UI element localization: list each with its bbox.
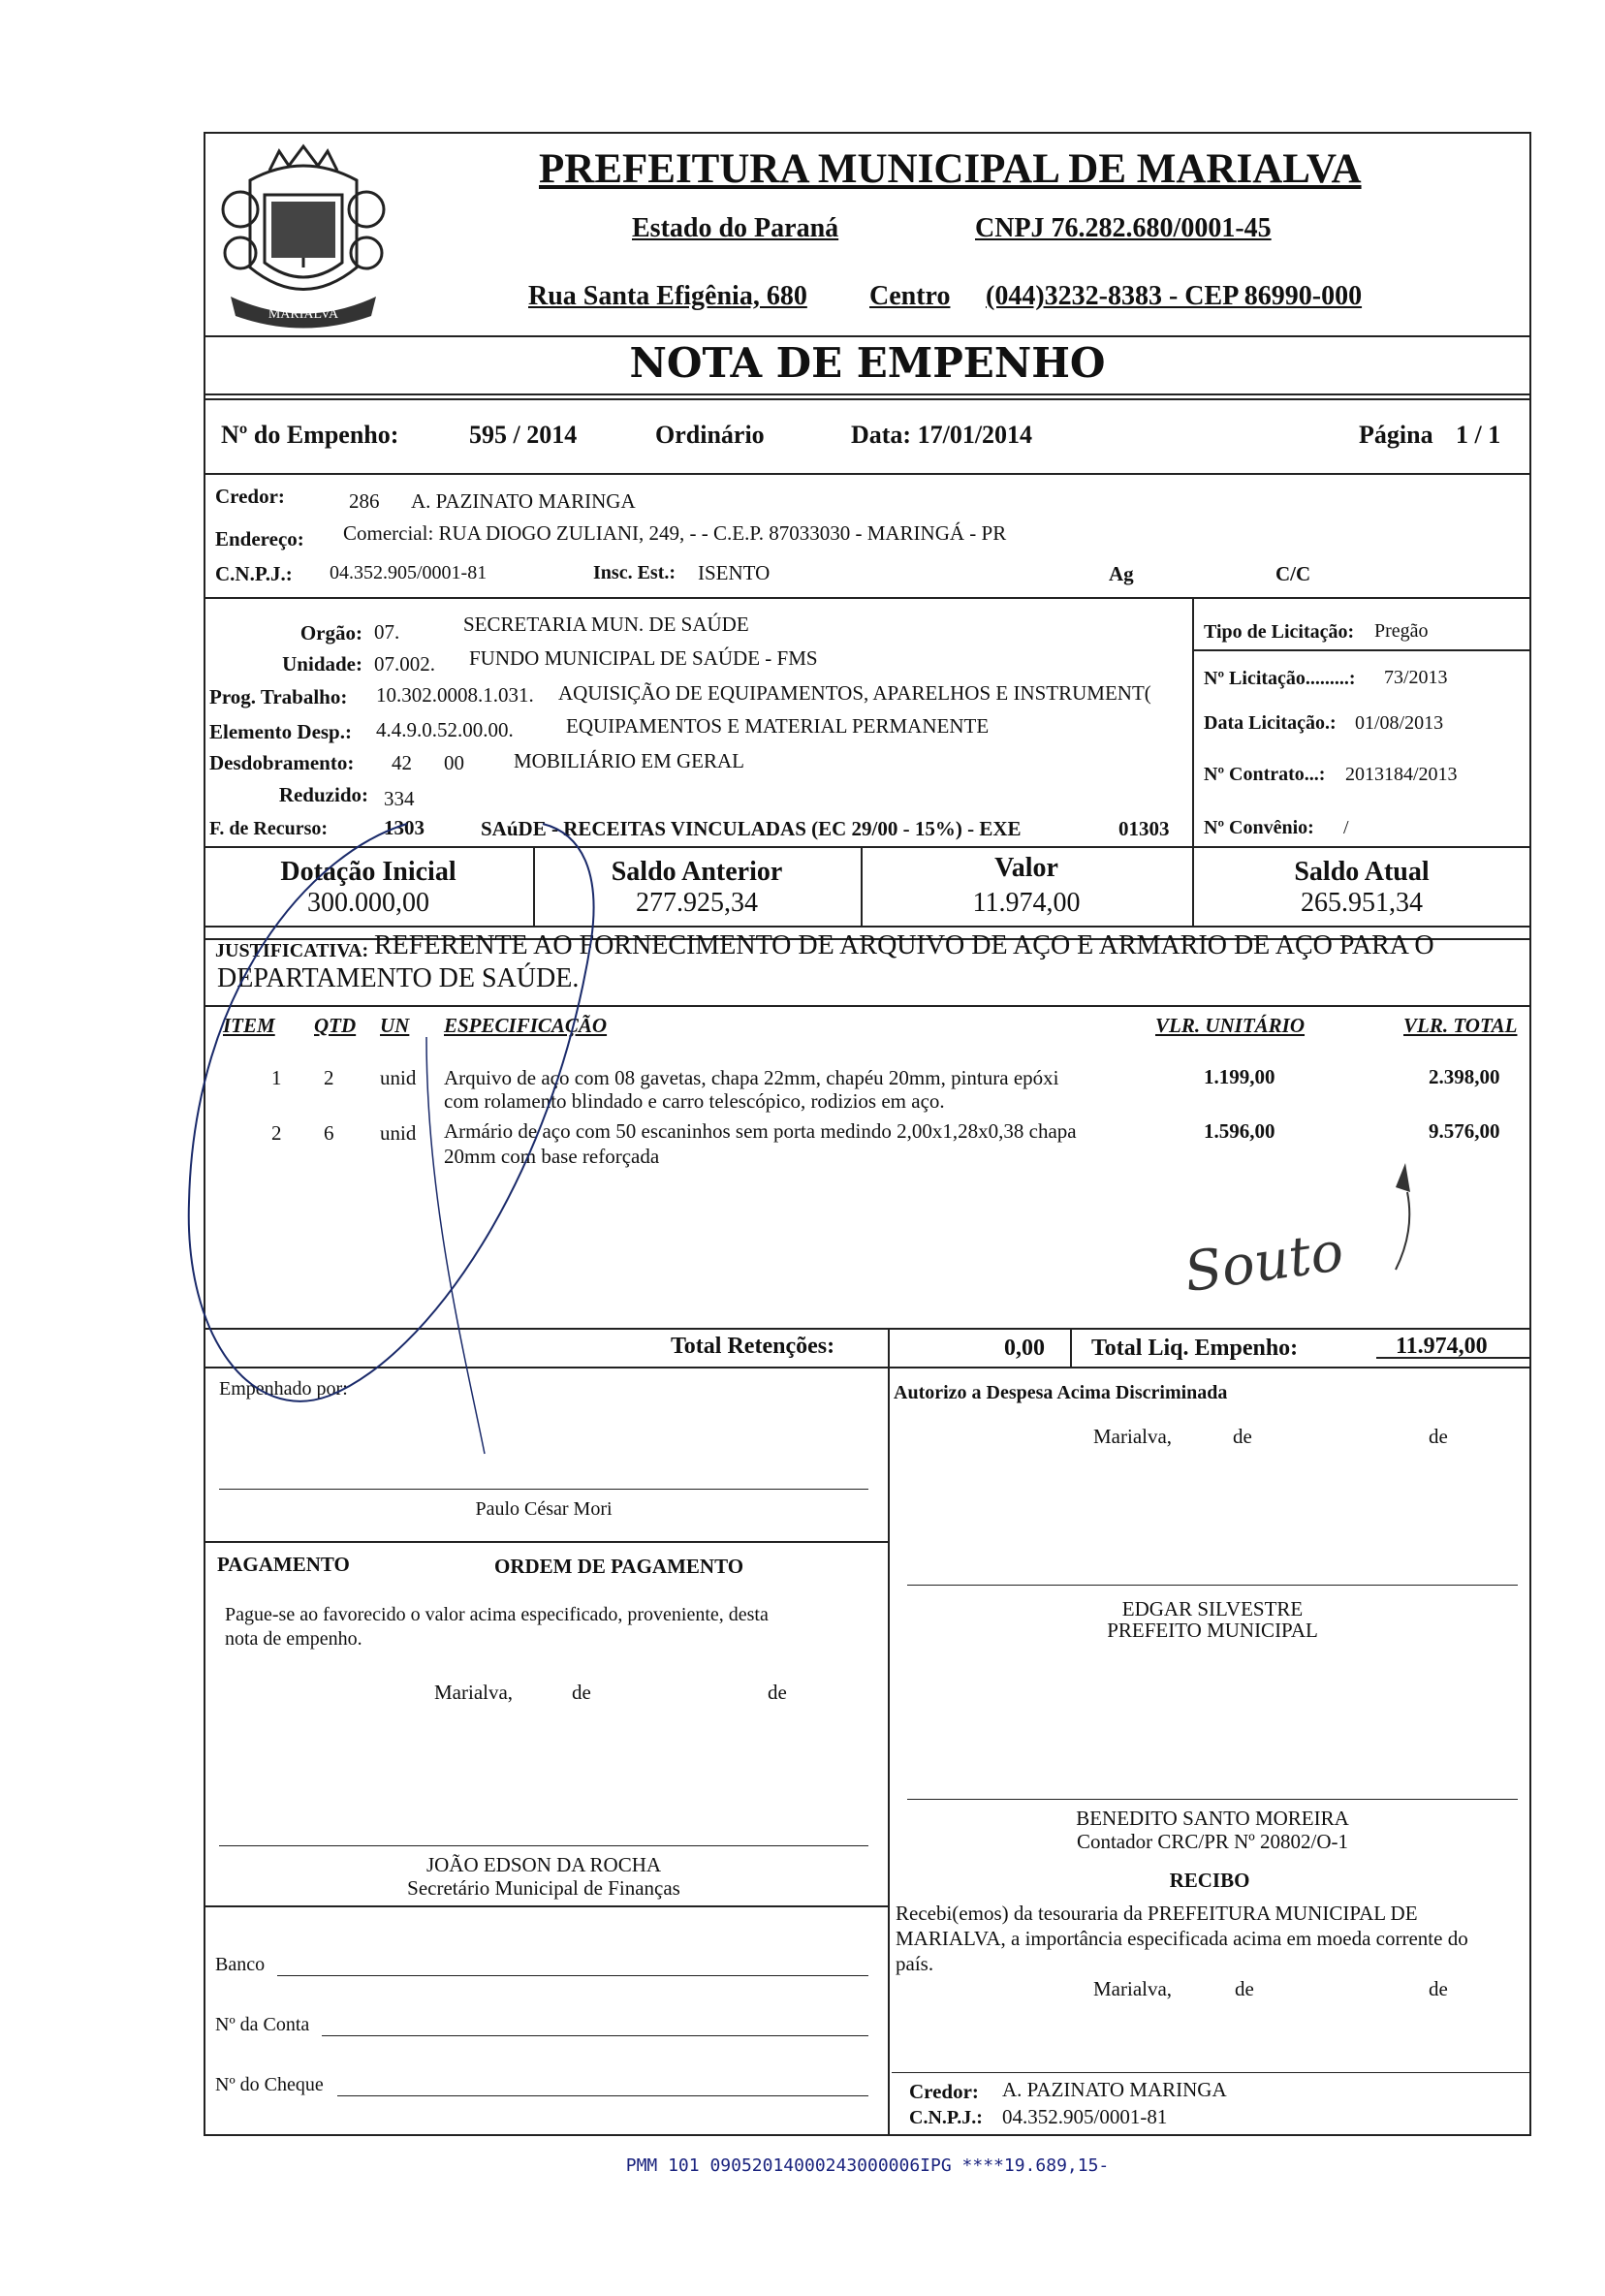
saldo-atual-value: 265.951,34	[1301, 888, 1423, 918]
ag-label: Ag	[1109, 562, 1134, 585]
orgao-name: SECRETARIA MUN. DE SAÚDE	[463, 613, 749, 636]
elemento-label: Elemento Desp.:	[209, 720, 352, 743]
page-number: 1 / 1	[1456, 421, 1501, 449]
item-number: 2	[271, 1121, 282, 1145]
recibo-cnpj: 04.352.905/0001-81	[1002, 2105, 1168, 2128]
orgao-label: Orgão:	[299, 621, 362, 645]
reduzido-label: Reduzido:	[278, 783, 368, 806]
prog-name: AQUISIÇÃO DE EQUIPAMENTOS, APARELHOS E INSTRUMENT(	[558, 681, 1151, 705]
svg-text:MARIALVA: MARIALVA	[268, 307, 339, 322]
conta-label: Nº da Conta	[215, 2014, 310, 2035]
unidade-label: Unidade:	[282, 652, 362, 676]
item-un: unid	[380, 1066, 417, 1089]
item-total-value: 2.398,00	[1429, 1065, 1500, 1088]
reduzido-value: 334	[384, 787, 415, 810]
dotacao-label: Dotação Inicial	[280, 857, 456, 887]
item-unit-value: 1.199,00	[1204, 1065, 1275, 1088]
page-label: Página	[1359, 421, 1433, 449]
recibo-de-1: de	[1235, 1977, 1254, 2000]
credor-code: 286	[349, 489, 380, 513]
col-especificacao: ESPECIFICAÇÃO	[444, 1014, 608, 1037]
autorizo-de-1: de	[1233, 1425, 1252, 1448]
dotacao-value: 300.000,00	[307, 888, 429, 918]
data-licitacao: 01/08/2013	[1355, 712, 1444, 734]
saldo-anterior-value: 277.925,34	[636, 888, 758, 918]
empenho-date: Data: 17/01/2014	[851, 421, 1033, 449]
cnpj-label: C.N.P.J.:	[215, 562, 293, 585]
recibo-text-2: MARIALVA, a importância especificada acima em moeda corrente do	[896, 1927, 1468, 1950]
municipality-title: PREFEITURA MUNICIPAL DE MARIALVA	[539, 146, 1362, 192]
saldo-atual-label: Saldo Atual	[1294, 857, 1430, 887]
credor-name: A. PAZINATO MARINGA	[411, 489, 636, 513]
recibo-text-1: Recebi(emos) da tesouraria da PREFEITURA MUNICIPAL DE	[896, 1902, 1418, 1925]
signature-section	[204, 1367, 1531, 2136]
recibo-text-3: país.	[896, 1952, 934, 1975]
recurso-label: F. de Recurso:	[209, 818, 329, 839]
street-address: Rua Santa Efigênia, 680	[528, 281, 807, 311]
prog-label: Prog. Trabalho:	[209, 685, 348, 708]
cc-label: C/C	[1275, 562, 1311, 585]
autorizo-label: Autorizo a Despesa Acima Discriminada	[894, 1382, 1228, 1403]
recibo-de-2: de	[1429, 1977, 1448, 2000]
recibo-credor-name: A. PAZINATO MARINGA	[1002, 2078, 1227, 2101]
cnpj-header: CNPJ 76.282.680/0001-45	[975, 213, 1272, 243]
banco-label: Banco	[215, 1954, 266, 1975]
recurso-name: SAúDE - RECEITAS VINCULADAS (EC 29/00 - 15%) - EXE	[481, 817, 1022, 840]
recibo-credor-label: Credor:	[909, 2080, 979, 2103]
data-licitacao-label: Data Licitação.:	[1204, 712, 1337, 734]
contrato-number: 2013184/2013	[1345, 764, 1458, 785]
col-item: ITEM	[223, 1014, 275, 1037]
secretary-name: JOÃO EDSON DA ROCHA	[425, 1853, 662, 1876]
cheque-label: Nº do Cheque	[215, 2074, 324, 2095]
empenho-number: 595 / 2014	[469, 421, 578, 449]
licitacao-number: 73/2013	[1384, 667, 1448, 688]
desdobramento-a: 42	[392, 751, 412, 774]
tipo-licitacao: Pregão	[1374, 620, 1429, 642]
recibo-cnpj-label: C.N.P.J.:	[909, 2107, 983, 2128]
unidade-name: FUNDO MUNICIPAL DE SAÚDE - FMS	[469, 646, 818, 670]
item-total-value: 9.576,00	[1429, 1119, 1500, 1143]
item-qtd: 2	[324, 1066, 334, 1089]
pagamento-label: PAGAMENTO	[217, 1553, 350, 1576]
prog-code: 10.302.0008.1.031.	[376, 683, 534, 707]
desdobramento-b: 00	[444, 751, 464, 774]
item-spec-1: Armário de aço com 50 escaninhos sem porta medindo 2,00x1,28x0,38 chapa	[444, 1119, 1077, 1143]
autorizo-de-2: de	[1429, 1425, 1448, 1448]
item-qtd: 6	[324, 1121, 334, 1145]
elemento-code: 4.4.9.0.52.00.00.	[376, 718, 514, 741]
item-unit-value: 1.596,00	[1204, 1119, 1275, 1143]
orgao-code: 07.	[374, 620, 400, 644]
ie-label: Insc. Est.:	[593, 562, 677, 583]
district: Centro	[869, 281, 951, 311]
footer-auth-code: PMM 101 09052014000243000006IPG ****19.689,15-	[625, 2155, 1110, 2176]
document-title: NOTA DE EMPENHO	[629, 339, 1106, 387]
recibo-label: RECIBO	[1169, 1869, 1250, 1892]
credor-address: Comercial: RUA DIOGO ZULIANI, 249, - - C.E.P. 87033030 - MARINGÁ - PR	[343, 521, 1007, 545]
phone-cep: (044)3232-8383 - CEP 86990-000	[986, 281, 1363, 311]
empenho-type: Ordinário	[655, 421, 765, 449]
convenio-number: /	[1343, 817, 1349, 838]
item-spec-2: com rolamento blindado e carro telescópico, rodizios em aço.	[444, 1089, 945, 1113]
pen-loop-mark-icon	[136, 795, 620, 1473]
empenhado-label: Empenhado por:	[219, 1378, 348, 1400]
pagamento-place: Marialva,	[434, 1681, 514, 1704]
item-un: unid	[380, 1121, 417, 1145]
municipal-crest-icon	[211, 142, 395, 335]
item-spec-2: 20mm com base reforçada	[444, 1145, 660, 1168]
total-retencoes-value: 0,00	[1004, 1336, 1045, 1361]
recurso-code: 1303	[384, 816, 425, 839]
empenhado-name: Paulo César Mori	[475, 1498, 613, 1520]
col-qtd: QTD	[314, 1014, 357, 1037]
state-name: Estado do Paraná	[632, 213, 839, 243]
justificativa-line-2: DEPARTAMENTO DE SAÚDE.	[217, 963, 580, 993]
accountant-title: Contador CRC/PR Nº 20802/O-1	[1076, 1830, 1349, 1853]
desdobramento-name: MOBILIÁRIO EM GERAL	[514, 749, 744, 772]
col-valor-total: VLR. TOTAL	[1403, 1014, 1518, 1037]
unidade-code: 07.002.	[374, 652, 435, 676]
credor-label: Credor:	[215, 485, 285, 508]
tipo-licitacao-label: Tipo de Licitação:	[1204, 621, 1355, 643]
empenho-label: Nº do Empenho:	[221, 421, 399, 449]
recurso-code-2: 01303	[1118, 817, 1170, 840]
hand-arrow-mark-icon	[1357, 1153, 1434, 1279]
mayor-title: PREFEITO MUNICIPAL	[1107, 1619, 1318, 1642]
accountant-name: BENEDITO SANTO MOREIRA	[1076, 1807, 1349, 1830]
autorizo-place: Marialva,	[1093, 1425, 1173, 1448]
handwritten-signature: Souto	[1180, 1219, 1348, 1305]
recibo-place: Marialva,	[1093, 1977, 1173, 2000]
address-label: Endereço:	[215, 527, 304, 550]
item-number: 1	[271, 1066, 282, 1089]
pagamento-text-2: nota de empenho.	[225, 1628, 362, 1650]
pagamento-text-1: Pague-se ao favorecido o valor acima especificado, proveniente, desta	[225, 1604, 769, 1625]
ordem-pagamento-label: ORDEM DE PAGAMENTO	[494, 1555, 744, 1578]
valor-label: Valor	[994, 853, 1058, 883]
col-un: UN	[380, 1014, 410, 1037]
pagamento-de-2: de	[768, 1681, 787, 1704]
total-retencoes-label: Total Retenções:	[671, 1334, 835, 1359]
item-spec-1: Arquivo de aço com 08 gavetas, chapa 22mm, chapéu 20mm, pintura epóxi	[444, 1066, 1059, 1089]
contrato-label: Nº Contrato...:	[1204, 764, 1326, 785]
justificativa-line-1: REFERENTE AO FORNECIMENTO DE ARQUIVO DE AÇO E ARMARIO DE AÇO PARA O	[374, 930, 1434, 960]
total-liquido-label: Total Liq. Empenho:	[1091, 1336, 1299, 1361]
mayor-name: EDGAR SILVESTRE	[1121, 1597, 1304, 1620]
justificativa-label: JUSTIFICATIVA:	[215, 940, 369, 961]
total-liquido-value: 11.974,00	[1396, 1334, 1488, 1359]
valor-value: 11.974,00	[972, 888, 1081, 918]
licitacao-number-label: Nº Licitação.........:	[1204, 668, 1356, 689]
pagamento-de-1: de	[572, 1681, 591, 1704]
credor-ie: ISENTO	[698, 561, 771, 584]
secretary-title: Secretário Municipal de Finanças	[407, 1876, 680, 1900]
col-valor-unitario: VLR. UNITÁRIO	[1155, 1014, 1306, 1037]
credor-cnpj: 04.352.905/0001-81	[330, 562, 488, 583]
convenio-label: Nº Convênio:	[1204, 817, 1314, 838]
elemento-name: EQUIPAMENTOS E MATERIAL PERMANENTE	[566, 714, 990, 738]
desdobramento-label: Desdobramento:	[209, 751, 355, 774]
saldo-anterior-label: Saldo Anterior	[611, 857, 783, 887]
